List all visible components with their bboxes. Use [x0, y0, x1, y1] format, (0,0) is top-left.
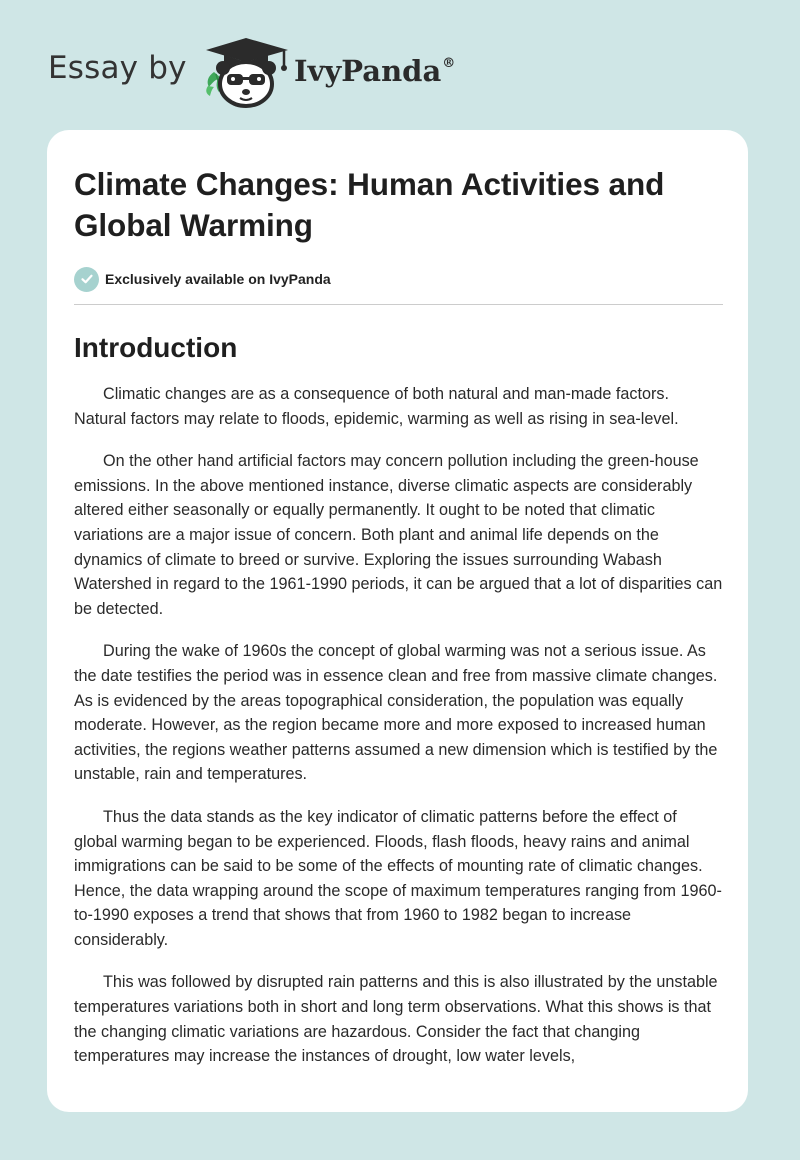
paragraph: Climatic changes are as a consequence of both natural and man-made factors. Natural factors may relate to floods, epidemic, warming as well as rising in sea-level. [74, 385, 679, 428]
site-header [0, 0, 800, 130]
essay-body [74, 382, 722, 1069]
divider [74, 304, 723, 305]
essay-title: Climate Changes: Human Activities and Global Warming [74, 166, 665, 243]
ivypanda-logo-icon[interactable] [200, 36, 292, 110]
essay-by-label: Essay by [48, 50, 187, 86]
exclusive-badge [74, 266, 722, 292]
paragraph: Thus the data stands as the key indicator of climatic patterns before the effect of global warming began to be experienced. Floods, flash floods, heavy rains and animal immigrations can be said to be some of the effects of mounting rate of climatic changes. Hence, the data wrapping around the scope of maximum temperatures ranging from 1960-to-1990 exposes a trend that shows that from 1960 to 1982 began to increase considerably. [74, 807, 722, 949]
registered-mark: ® [442, 56, 456, 71]
brand-name[interactable] [294, 54, 455, 88]
paragraph: On the other hand artificial factors may concern pollution including the green-house emissions. In the above mentioned instance, diverse climatic aspects are considerably altered either seasonally or equally permanently. It ought to be noted that climatic variations are a major issue of concern. Both plant and animal life depends on the dynamics of climate to breed or survive. Exploring the issues surrounding Wabash Watershed in regard to the 1961-1990 periods, it can be argued that a lot of disparities can be detected. [74, 452, 723, 618]
section-heading-introduction: Introduction [74, 332, 238, 363]
essay-card [47, 130, 748, 1112]
check-circle-icon [74, 267, 99, 292]
paragraph: This was followed by disrupted rain patterns and this is also illustrated by the unstable temperatures variations both in short and long term observations. What this shows is that the changing climatic variations are hazardous. Consider the fact that changing temperatures may increase the instances of drought, low water levels, [74, 973, 718, 1066]
brand-name-text: IvyPanda [294, 54, 442, 88]
paragraph: During the wake of 1960s the concept of global warming was not a serious issue. As the date testifies the period was in essence clean and free from massive climate changes. As is evidenced by the areas topographical consideration, the population was equally moderate. However, as the region became more and more exposed to increased human activities, the regions weather patterns assumed a new dimension which is testified by the unstable, rain and temperatures. [74, 642, 718, 784]
exclusive-label: Exclusively available on IvyPanda [105, 271, 331, 287]
